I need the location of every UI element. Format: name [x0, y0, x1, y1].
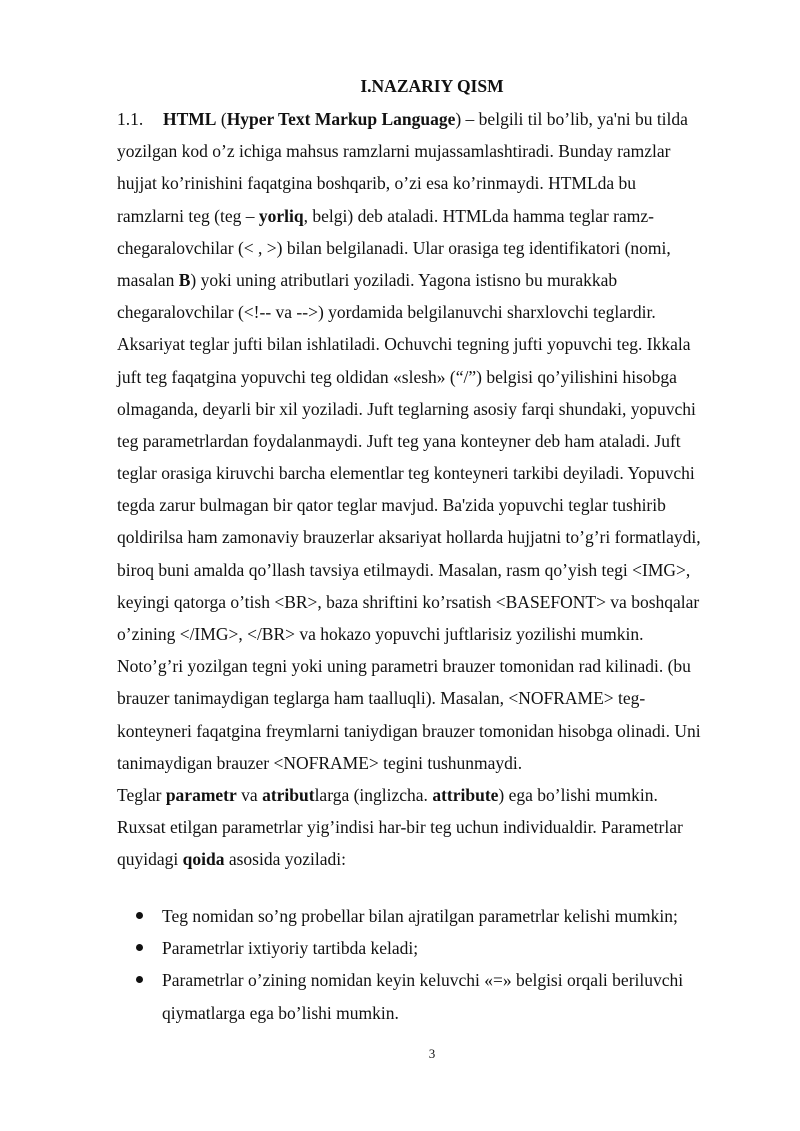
rules-list	[0, 900, 800, 1029]
text-line: biroq buni amalda qo’llash tavsiya etilmaydi. Masalan, rasm qo’yish tegi <IMG>,	[117, 559, 691, 580]
text-line: tanimaydigan brauzer <NOFRAME> tegini tushunmaydi.	[117, 752, 523, 773]
text-run: (	[216, 109, 227, 129]
list-item	[0, 900, 800, 932]
text-line: Noto’g’ri yozilgan tegni yoki uning parametri brauzer tomonidan rad kilinadi. (bu	[117, 656, 691, 677]
text-line: qiymatlarga ega bo’lishi mumkin.	[162, 1002, 399, 1023]
term-b: B	[178, 269, 191, 290]
text-line: konteyneri faqatgina freymlarni taniydigan brauzer tomonidan hisobga olinadi. Uni	[117, 720, 701, 741]
text-line: olmaganda, deyarli bir xil yoziladi. Juft teglarning asosiy farqi shundaki, yopuvchi	[117, 398, 696, 419]
text-line: tegda zarur bulmagan bir qator teglar mavjud. Ba'zida yopuvchi teglar tushirib	[117, 495, 666, 516]
text-line	[117, 264, 701, 296]
list-item-text	[162, 964, 800, 1028]
list-item	[0, 932, 800, 964]
bullet-icon	[136, 976, 143, 983]
text-run: , belgi) deb ataladi. HTMLda hamma teglar ramz-	[303, 205, 654, 226]
paragraph-parameters	[117, 779, 683, 876]
section-heading: I.NAZARIY QISM	[360, 76, 504, 96]
bullet-icon	[136, 912, 143, 919]
text-run: Teglar	[117, 785, 166, 805]
paragraph-html-definition	[117, 103, 701, 779]
text-line	[117, 103, 701, 135]
term-html: HTML	[163, 109, 217, 129]
text-run: ) – belgili til bo’lib, ya'ni bu tilda	[455, 109, 688, 129]
text-line: Parametrlar o’zining nomidan keyin keluvchi «=» belgisi orqali beriluvchi	[162, 970, 684, 991]
term-full-name: Hyper Text Markup Language	[226, 109, 456, 129]
text-line: brauzer tanimaydigan teglarga ham taalluqli). Masalan, <NOFRAME> teg-	[117, 688, 646, 709]
list-item-text	[162, 900, 800, 932]
list-item-text	[162, 932, 800, 964]
text-line: Ruxsat etilgan parametrlar yig’indisi har-bir teg uchun individualdir. Parametrlar	[117, 817, 683, 838]
term-attribute: attribute	[432, 785, 499, 805]
section-number: 1.1.	[117, 109, 144, 129]
text-line: Teg nomidan so’ng probellar bilan ajratilgan parametrlar kelishi mumkin;	[162, 906, 678, 926]
text-line: yozilgan kod o’z ichiga mahsus ramzlarni mujassamlashtiradi. Bunday ramzlar	[117, 141, 671, 162]
text-line: Parametrlar ixtiyoriy tartibda keladi;	[162, 938, 419, 959]
term-yorliq: yorliq	[258, 205, 304, 226]
text-line	[117, 779, 683, 811]
text-run: masalan	[117, 269, 179, 290]
text-line	[117, 843, 683, 875]
text-line: teg parametrlardan foydalanmaydi. Juft teg yana konteyner deb ham ataladi. Juft	[117, 430, 681, 451]
text-line: o’zining </IMG>, </BR> va hokazo yopuvchi juftlarisiz yozilishi mumkin.	[117, 624, 644, 644]
term-atribut: atribut	[262, 785, 315, 805]
text-line: keyingi qatorga o’tish <BR>, baza shriftini ko’rsatish <BASEFONT> va boshqalar	[117, 591, 700, 612]
text-run: larga (inglizcha.	[314, 785, 433, 805]
text-line: juft teg faqatgina yopuvchi teg oldidan «slesh» (“/”) belgisi qo’yilishini hisobga	[117, 366, 677, 387]
text-line: chegaralovchilar (< , >) bilan belgilanadi. Ular orasiga teg identifikatori (nomi,	[117, 237, 671, 258]
text-run: asosida yoziladi:	[224, 849, 346, 870]
text-line: chegaralovchilar (<!-- va -->) yordamida belgilanuvchi sharxlovchi teglardir.	[117, 302, 656, 323]
text-run: ) ega bo’lishi mumkin.	[498, 785, 658, 805]
page-number: 3	[428, 1046, 436, 1061]
text-run: quyidagi	[117, 849, 183, 870]
text-run: ) yoki uning atributlari yoziladi. Yagona istisno bu murakkab	[190, 269, 618, 290]
list-item	[0, 964, 800, 1028]
text-line	[117, 200, 701, 232]
bullet-icon	[136, 944, 143, 951]
text-line: qoldirilsa ham zamonaviy brauzerlar aksariyat hollarda hujjatni to’g’ri formatlaydi,	[117, 527, 701, 548]
term-parametr: parametr	[165, 785, 237, 805]
text-line: teglar orasiga kiruvchi barcha elementlar teg konteyneri tarkibi deyiladi. Yopuvchi	[117, 463, 695, 484]
text-line: hujjat ko’rinishini faqatgina boshqarib, o’zi esa ko’rinmaydi. HTMLda bu	[117, 173, 637, 194]
text-run: ramzlarni teg (teg –	[117, 205, 259, 226]
text-run: va	[236, 785, 263, 805]
text-line: Aksariyat teglar jufti bilan ishlatiladi. Ochuvchi tegning jufti yopuvchi teg. Ikkala	[117, 334, 691, 355]
term-qoida: qoida	[182, 849, 225, 870]
